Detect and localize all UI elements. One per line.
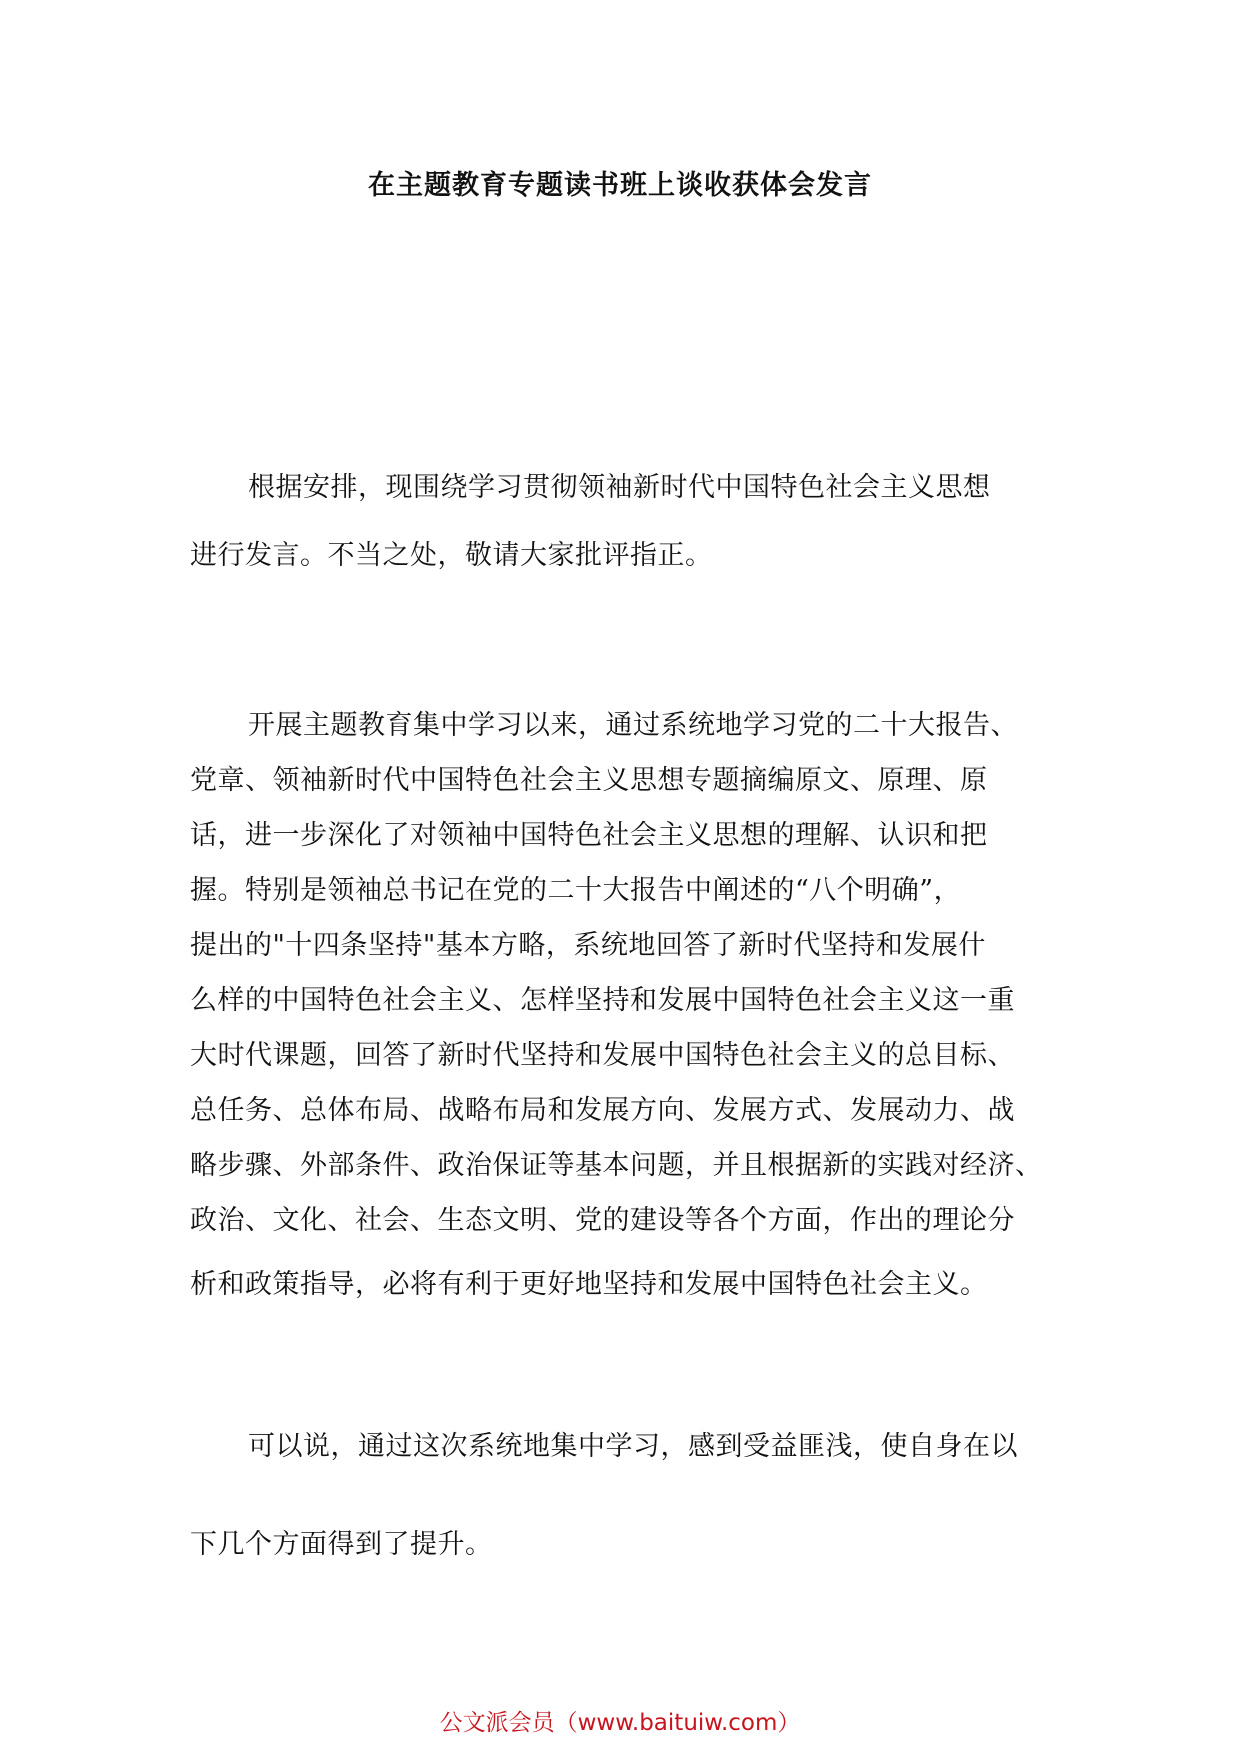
paragraph-line: 下几个方面得到了提升。: [190, 1529, 493, 1560]
footer-watermark: 公文派会员（www.baituiw.com）: [439, 1710, 801, 1736]
paragraph-line: 析和政策指导，必将有利于更好地坚持和发展中国特色社会主义。: [190, 1269, 988, 1300]
paragraph-line: 党章、领袖新时代中国特色社会主义思想专题摘编原文、原理、原: [190, 765, 988, 796]
paragraph-line: 开展主题教育集中学习以来，通过系统地学习党的二十大报告、: [248, 710, 1018, 741]
paragraph-line: 略步骤、外部条件、政治保证等基本问题，并且根据新的实践对经济、: [190, 1150, 1043, 1181]
paragraph-line: 话，进一步深化了对领袖中国特色社会主义思想的理解、认识和把: [190, 820, 988, 851]
document-title: 在主题教育专题读书班上谈收获体会发言: [368, 170, 872, 201]
paragraph-line: 大时代课题，回答了新时代坚持和发展中国特色社会主义的总目标、: [190, 1040, 1015, 1071]
paragraph-line: 政治、文化、社会、生态文明、党的建设等各个方面，作出的理论分: [190, 1205, 1015, 1236]
paragraph-line: 总任务、总体布局、战略布局和发展方向、发展方式、发展动力、战: [190, 1095, 1015, 1126]
paragraph-line: 根据安排，现围绕学习贯彻领袖新时代中国特色社会主义思想: [248, 472, 991, 503]
paragraph-line: 进行发言。不当之处，敬请大家批评指正。: [190, 540, 713, 571]
paragraph-line: 么样的中国特色社会主义、怎样坚持和发展中国特色社会主义这一重: [190, 985, 1015, 1016]
paragraph-line: 可以说，通过这次系统地集中学习，感到受益匪浅，使自身在以: [248, 1431, 1018, 1462]
paragraph-line: 握。特别是领袖总书记在党的二十大报告中阐述的“八个明确”，: [190, 875, 962, 906]
paragraph-line: 提出的"十四条坚持"基本方略，系统地回答了新时代坚持和发展什: [190, 930, 986, 961]
